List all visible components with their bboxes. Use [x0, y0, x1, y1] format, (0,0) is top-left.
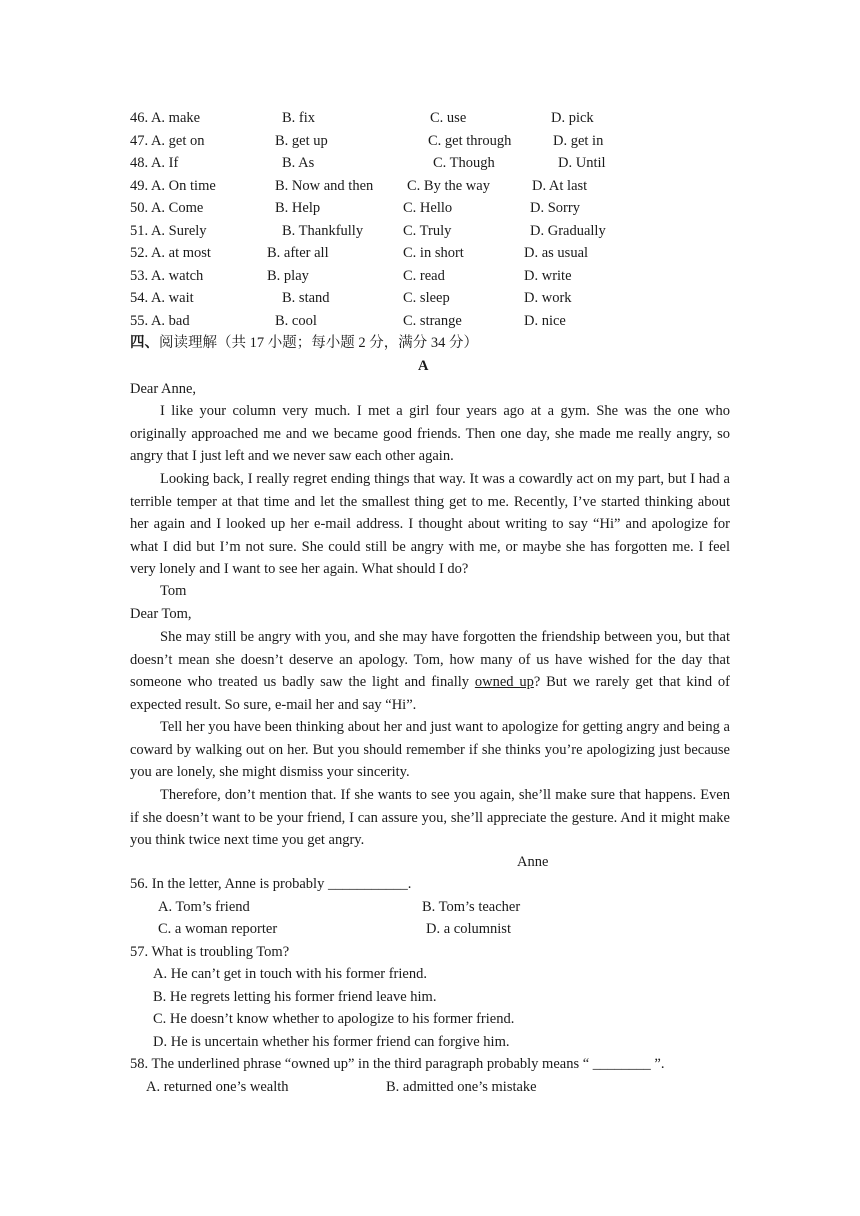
option-c: C. use [430, 110, 467, 126]
option-d: D. pick [551, 110, 594, 126]
option-b: B. fix [282, 110, 316, 126]
question-number: 50. [130, 200, 149, 216]
option-c: C. Hello [403, 200, 453, 216]
option-d: D. At last [532, 178, 588, 194]
question-57-option-b: B. He regrets letting his former friend leave him. [153, 989, 437, 1005]
question-58-stem: 58. The underlined phrase “owned up” in the third paragraph probably means “ ________ ”. [130, 1056, 665, 1072]
letter2-paragraph-2: Tell her you have been thinking about her and just want to apologize for getting angry and being a coward by walking out on her. But you should remember if she thinks you’re apologizing just because you are lonely, she might dismiss your sincerity. [130, 719, 730, 780]
option-row-47 [130, 131, 604, 151]
option-d: D. work [524, 290, 572, 306]
option-a: A. Surely [150, 223, 207, 239]
option-b: B. cool [275, 313, 317, 329]
option-d: D. get in [553, 133, 604, 149]
question-57-option-a: A. He can’t get in touch with his former friend. [153, 966, 427, 982]
option-a: A. watch [150, 268, 204, 284]
option-b: B. get up [275, 133, 328, 149]
passage-label: A [418, 358, 429, 374]
question-56-option-d: D. a columnist [426, 921, 511, 937]
question-number: 46. [130, 110, 149, 126]
section-heading [130, 333, 478, 353]
question-56-stem: 56. In the letter, Anne is probably ___________. [130, 876, 412, 892]
question-number: 53. [130, 268, 149, 284]
option-c: C. strange [403, 313, 462, 329]
option-d: D. Sorry [530, 200, 580, 216]
question-57-option-c: C. He doesn’t know whether to apologize to his former friend. [153, 1011, 515, 1027]
option-c: C. sleep [403, 290, 450, 306]
question-56-option-b: B. Tom’s teacher [422, 899, 521, 915]
option-b: B. Now and then [275, 178, 374, 194]
letter2-salutation: Dear Tom, [130, 606, 192, 622]
question-57-option-d: D. He is uncertain whether his former friend can forgive him. [153, 1034, 510, 1050]
option-b: B. Thankfully [282, 223, 364, 239]
option-a: A. Come [150, 200, 204, 216]
option-row-50 [130, 198, 580, 218]
option-row-48 [130, 153, 606, 173]
paragraph-text: She may still be angry with you, and she may have forgotten the friendship between you, but that doesn’t mean she doesn’t deserve an apology. Tom, how many of us have wished for the day that someone who treated us badly saw the light and finally [130, 629, 730, 690]
option-row-46 [130, 108, 594, 128]
question-58-option-a: A. returned one’s wealth [146, 1079, 289, 1095]
option-b: B. stand [282, 290, 330, 306]
letter2-paragraph-3: Therefore, don’t mention that. If she wants to see you again, she’ll make sure that happens. Even if she doesn’t want to be your friend, I can assure you, she’ll appreciate the gesture. And it might make you think twice next time you get angry. [130, 787, 730, 848]
option-a: A. make [150, 110, 201, 126]
option-row-54 [130, 288, 572, 308]
option-b: B. Help [275, 200, 321, 216]
question-number: 48. [130, 155, 149, 171]
option-row-52 [130, 243, 589, 263]
option-a: A. On time [150, 178, 216, 194]
letter1-paragraph-2: Looking back, I really regret ending things that way. It was a cowardly act on my part, but I had a terrible temper at that time and let the smallest thing get to me. Recently, I’ve started thinking about her again and I looked up her e-mail address. I thought about writing to say “Hi” and apologize for what I did but I’m not sure. She could still be angry with me, or maybe she has forgotten me. I feel very lonely and I want to see her again. What should I do? [130, 471, 730, 577]
option-d: D. Gradually [530, 223, 606, 239]
question-number: 47. [130, 133, 149, 149]
question-56-option-a: A. Tom’s friend [158, 899, 250, 915]
question-number: 54. [130, 290, 149, 306]
option-d: D. nice [524, 313, 566, 329]
section-number: 四、 [130, 335, 159, 351]
letter2-paragraph-1 [130, 626, 730, 716]
option-a: A. bad [150, 313, 190, 329]
option-c: C. get through [428, 133, 512, 149]
question-number: 49. [130, 178, 149, 194]
option-c: C. in short [403, 245, 464, 261]
letter1-paragraph-1: I like your column very much. I met a girl four years ago at a gym. She was the one who originally approached me and we became good friends. Then one day, she made me really angry, so angry that I just left and we never saw each other again. [130, 403, 730, 464]
letter2-signature: Anne [517, 854, 549, 870]
option-b: B. As [282, 155, 315, 171]
option-c: C. Truly [403, 223, 452, 239]
question-number: 51. [130, 223, 149, 239]
option-d: D. as usual [524, 245, 589, 261]
letter1-signature: Tom [160, 583, 187, 599]
option-a: A. wait [150, 290, 194, 306]
option-c: C. Though [433, 155, 495, 171]
question-number: 52. [130, 245, 149, 261]
section-title: 阅读理解（共 17 小题；每小题 2 分，满分 34 分） [159, 335, 478, 351]
question-57-stem: 57. What is troubling Tom? [130, 944, 290, 960]
option-d: D. Until [558, 155, 606, 171]
question-56-option-c: C. a woman reporter [158, 921, 278, 937]
option-row-49 [130, 176, 588, 196]
option-b: B. play [267, 268, 309, 284]
question-58-option-b: B. admitted one’s mistake [386, 1079, 537, 1095]
question-number: 55. [130, 313, 149, 329]
underlined-phrase: owned up [474, 674, 534, 690]
option-c: C. By the way [407, 178, 490, 194]
option-row-53 [130, 266, 572, 286]
option-a: A. at most [150, 245, 211, 261]
option-a: A. get on [150, 133, 205, 149]
option-row-51 [130, 221, 606, 241]
option-d: D. write [524, 268, 572, 284]
option-b: B. after all [267, 245, 329, 261]
option-a: A. If [150, 155, 179, 171]
paragraph-text: ? But we rarely get that kind of expected result. So sure, e-mail her and say “Hi”. [130, 674, 730, 713]
option-row-55 [130, 311, 566, 331]
letter1-salutation: Dear Anne, [130, 381, 197, 397]
option-c: C. read [403, 268, 445, 284]
